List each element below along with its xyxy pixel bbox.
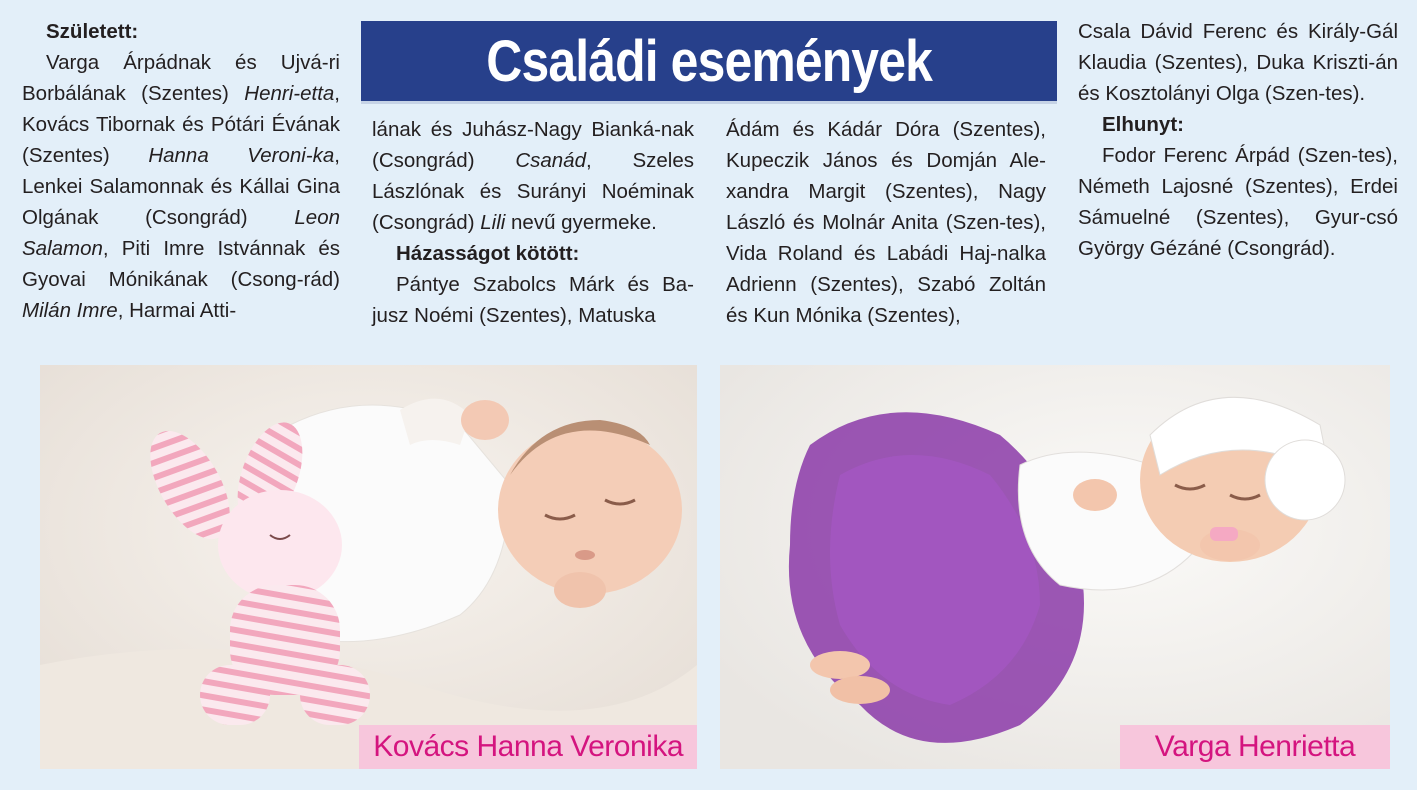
column-born [22,16,340,326]
text-span: , Szeles Lászlónak és Surányi Noéminak (Csongrád) [372,149,694,234]
deceased-heading: Elhunyt: [1102,113,1184,136]
photo-caption-right: Varga Henrietta [1120,725,1390,769]
born-text-continued [372,114,694,238]
married-text: Pántye Szabolcs Márk és Ba-jusz Noémi (Szentes), Matuska [372,273,694,327]
text-span: nevű gyermeke. [505,211,657,234]
name-italic: Lili [480,211,506,234]
born-heading: Született: [46,20,139,43]
baby-with-bunny-illustration [40,365,697,769]
born-text [22,47,340,326]
name-italic: Milán Imre [22,299,118,322]
text-span: , Harmai Atti- [117,299,237,322]
text-span: , Kovács Tibornak és Pótári Évának (Szentes) [22,82,340,167]
column-deceased [1078,16,1398,264]
married-text-continued: Ádám és Kádár Dóra (Szentes), Kupeczik János és Domján Ale-xandra Margit (Szentes), Nagy László és Molnár Anita (Szen-tes), Vida Roland és Labádi Haj-nalka Adrienn (Szentes), Szabó Zoltán és Kun Mónika (Szentes), [726,118,1046,327]
section-banner [361,21,1057,104]
baby-photo-right [720,365,1390,769]
page-title: Családi események [486,28,932,94]
married-text-end: Csala Dávid Ferenc és Király-Gál Klaudia (Szentes), Duka Kriszti-án és Kosztolányi Olga (Szen-tes). [1078,20,1398,105]
name-italic: Henri-etta [244,82,335,105]
name-italic: Leon Salamon [22,206,340,260]
text-span: , Piti Imre Istvánnak és Gyovai Mónikának (Csong-rád) [22,237,340,291]
column-born-continued [372,114,694,331]
text-span: lának és Juhász-Nagy Bianká-nak (Csongrád) [372,118,694,172]
deceased-text: Fodor Ferenc Árpád (Szen-tes), Németh Lajosné (Szentes), Erdei Sámuelné (Szentes), Gyur-csó György Gézáné (Csongrád). [1078,144,1398,260]
photo-caption-left: Kovács Hanna Veronika [359,725,697,769]
name-italic: Csanád [515,149,586,172]
column-married-continued [726,114,1046,331]
text-span: , Lenkei Salamonnak és Kállai Gina Olgának (Csongrád) [22,144,340,229]
baby-photo-left [40,365,697,769]
baby-with-tutu-illustration [720,365,1390,769]
name-italic: Hanna Veroni-ka [148,144,335,167]
text-span: Varga Árpádnak és Ujvá-ri Borbálának (Szentes) [22,51,340,105]
married-heading: Házasságot kötött: [396,242,580,265]
